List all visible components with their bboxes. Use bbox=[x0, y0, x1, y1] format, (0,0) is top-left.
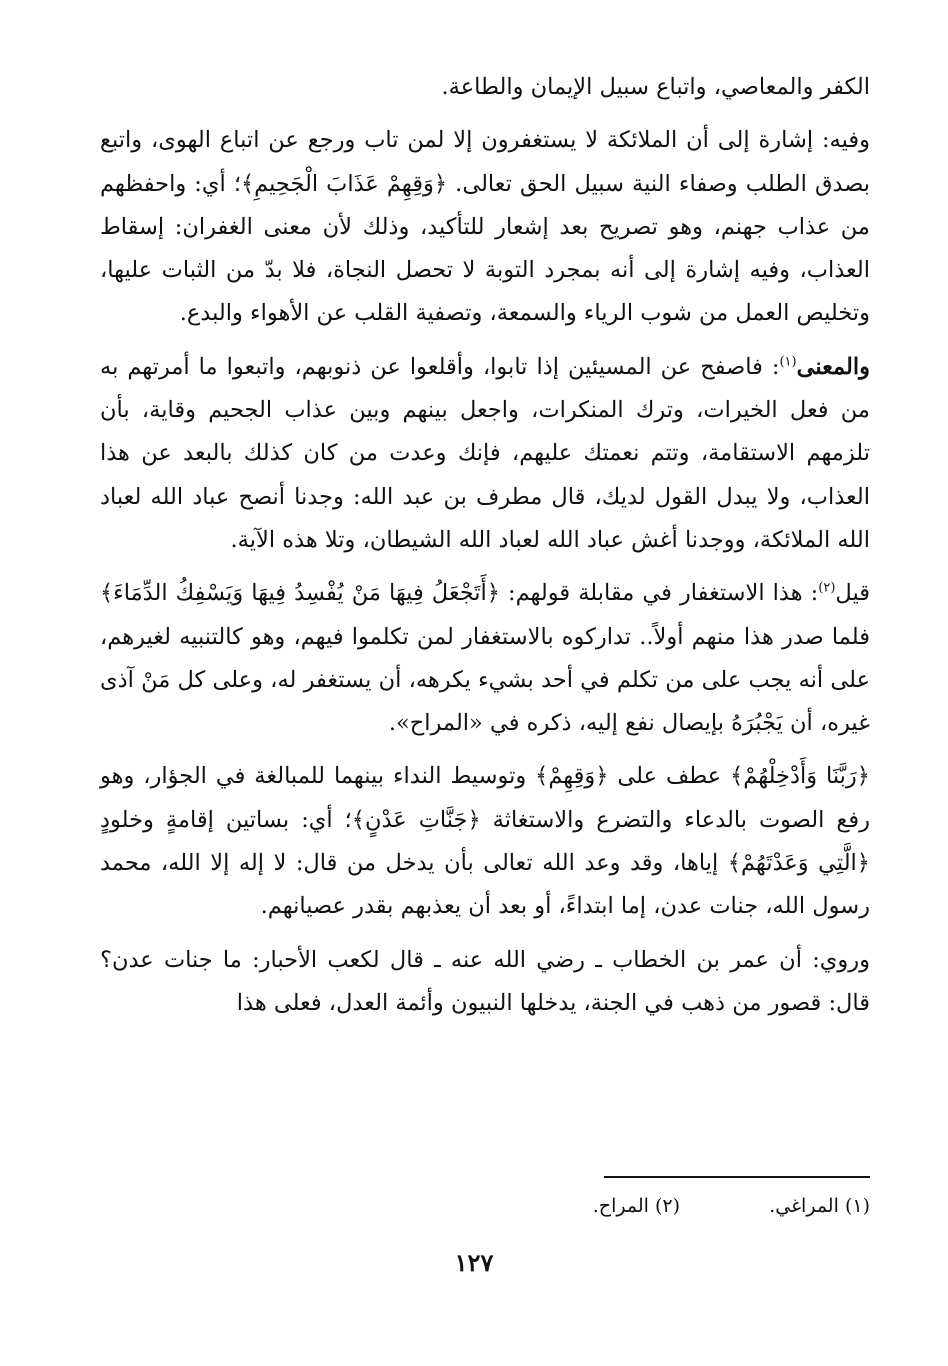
footnote-marker: (٢) bbox=[818, 580, 836, 596]
footnote-number: (١) bbox=[844, 1195, 870, 1217]
paragraph-lead-word: والمعنى bbox=[796, 353, 870, 380]
footnote-text: المراغي. bbox=[769, 1195, 839, 1217]
paragraph-explanation bbox=[100, 119, 870, 335]
paragraph-text: وفيه: إشارة إلى أن الملائكة لا يستغفرون إلا لمن تاب ورجع عن اتباع الهوى، واتبع بصدق الطلب وصفاء النية سبيل الحق تعالى. ﴿وَقِهِمْ عَذَابَ الْجَحِيمِ﴾؛ أي: واحفظهم من عذاب جهنم، وهو تصريح بعد إشعار للتأكيد، وذلك لأن معنى الغفران: إسقاط العذاب، وفيه إشارة إلى أنه بمجرد التوبة لا تحصل النجاة، فلا بدّ من الثبات عليها، وتخليص العمل من شوب الرياء والسمعة، وتصفية القلب عن الأهواء والبدع. bbox=[100, 127, 870, 327]
paragraph-said bbox=[100, 572, 870, 745]
paragraph-lead-word: قيل bbox=[835, 580, 870, 607]
footnote-item bbox=[593, 1192, 680, 1220]
main-text bbox=[100, 66, 870, 1025]
footnote-item bbox=[769, 1192, 870, 1220]
paragraph-text: : هذا الاستغفار في مقابلة قولهم: ﴿أَتَجْعَلُ فِيهَا مَنْ يُفْسِدُ فِيهَا وَيَسْفِكُ الدِّمَاءَ﴾ فلما صدر هذا منهم أولاً.. تداركوه بالاستغفار لمن تكلموا فيهم، وهو كالتنبيه لغيرهم، على أنه يجب على من تكلم في أحد بشيء يكرهه، أن يستغفر له، وعلى كل مَنْ آذى غيره، أن يَجْبُرَهُ بإيصال نفع إليه، ذكره في «المراح». bbox=[100, 580, 870, 737]
footnote-marker: (١) bbox=[779, 354, 797, 370]
paragraph-verse bbox=[100, 755, 870, 928]
footnote-divider bbox=[604, 1176, 870, 1178]
paragraph-text: : فاصفح عن المسيئين إذا تابوا، وأقلعوا عن ذنوبهم، واتبعوا ما أمرتهم به من فعل الخيرات، وترك المنكرات، واجعل بينهم وبين عذاب الجحيم وقاية، بأن تلزمهم الاستقامة، وتتم نعمتك عليهم، فإنك وعدت من كان كذلك بالبعد عن هذا العذاب، ولا يبدل القول لديك، قال مطرف بن عبد الله: وجدنا أنصح عباد الله لعباد الله الملائكة، ووجدنا أغش عباد الله لعباد الله الشيطان، وتلا هذه الآية. bbox=[100, 353, 870, 553]
footnote-text: المراح. bbox=[592, 1195, 649, 1217]
footnotes bbox=[440, 1192, 870, 1224]
paragraph-text: ﴿رَبَّنَا وَأَدْخِلْهُمْ﴾ عطف على ﴿وَقِهِمْ﴾ وتوسيط النداء بينهما للمبالغة في الجؤار، وهو رفع الصوت بالدعاء والتضرع والاستغاثة ﴿جَنَّاتِ عَدْنٍ﴾؛ أي: بساتين إقامةٍ وخلودٍ ﴿الَّتِي وَعَدْتَهُمْ﴾ إياها، وقد وعد الله تعالى بأن يدخل من قال: لا إله إلا الله، محمد رسول الله، جنات عدن، إما ابتداءً، أو بعد أن يعذبهم بقدر عصيانهم. bbox=[100, 763, 870, 920]
page-number: ١٢٧ bbox=[454, 1248, 494, 1277]
footnote-number: (٢) bbox=[654, 1195, 680, 1217]
paragraph-narration bbox=[100, 939, 870, 1026]
paragraph-text: وروي: أن عمر بن الخطاب ـ رضي الله عنه ـ قال لكعب الأحبار: ما جنات عدن؟ قال: قصور من ذهب في الجنة، يدخلها النبيون وأئمة العدل، فعلى هذا bbox=[100, 946, 870, 1016]
paragraph-meaning bbox=[100, 346, 870, 562]
paragraph-continuation bbox=[100, 66, 870, 109]
paragraph-text: الكفر والمعاصي، واتباع سبيل الإيمان والطاعة. bbox=[441, 74, 870, 100]
